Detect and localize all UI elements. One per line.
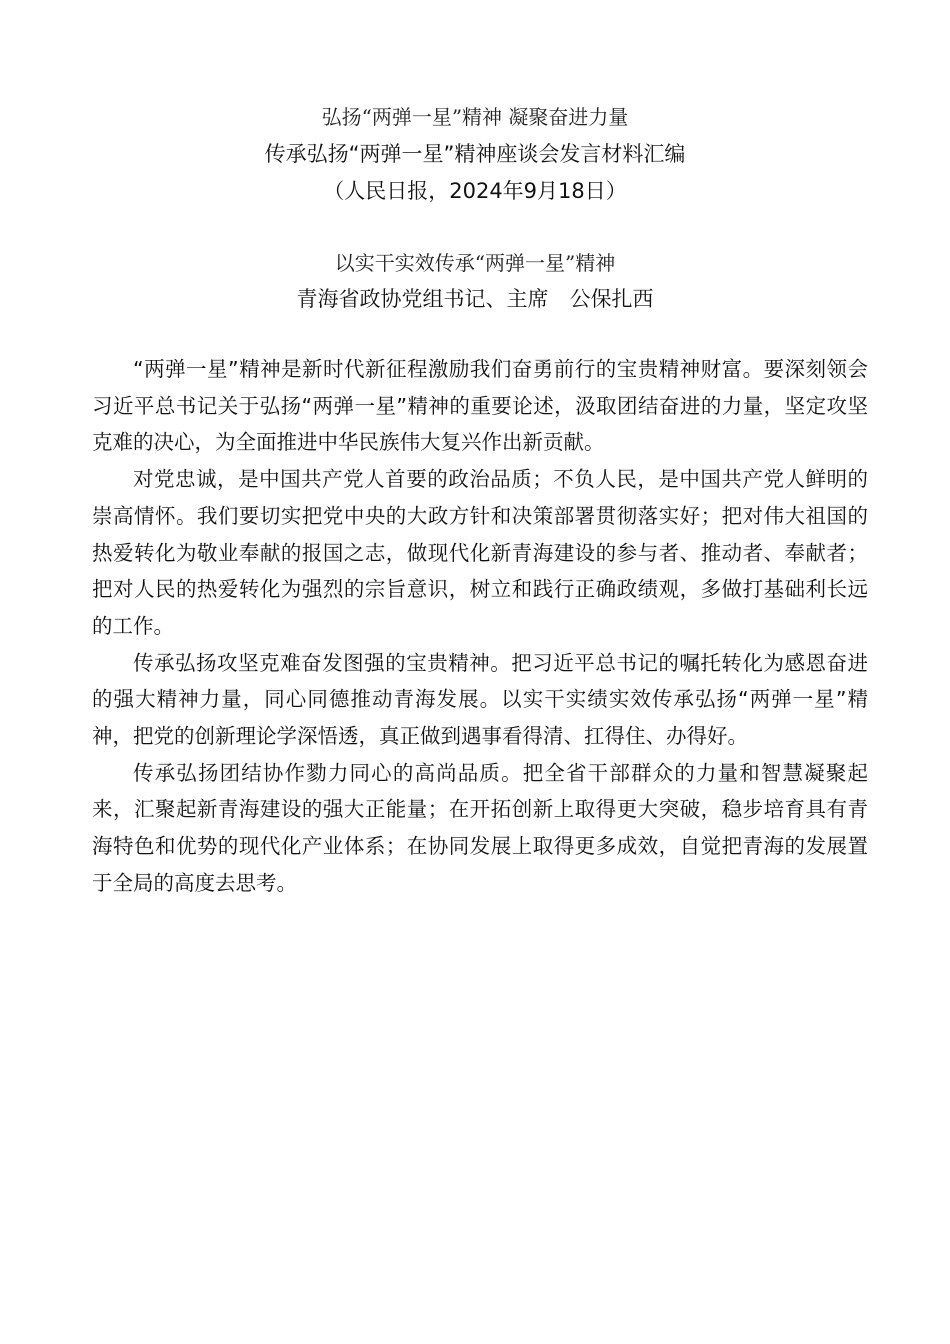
series-title: 弘扬“两弹一星”精神 凝聚奋进力量: [321, 105, 629, 129]
source-line: （人民日报，2024年9月18日）: [323, 179, 627, 203]
paragraph: 对党忠诚，是中国共产党人首要的政治品质；不负人民，是中国共产党人鲜明的崇高情怀。我们要切实把党中央的大政方针和决策部署贯彻落实好；把对伟大祖国的热爱转化为敬业奉献的报国之志，做现代化新青海建设的参与者、推动者、奉献者；把对人民的热爱转化为强烈的宗旨意识，树立和践行正确政绩观，多做打基础利长远的工作。: [92, 467, 868, 638]
article-author: 青海省政协党组书记、主席 公保扎西: [296, 287, 654, 311]
paragraph: 传承弘扬攻坚克难奋发图强的宝贵精神。把习近平总书记的嘱托转化为感恩奋进的强大精神力量，同心同德推动青海发展。以实干实绩实效传承弘扬“两弹一星”精神，把党的创新理论学深悟透，真正做到遇事看得清、扛得住、办得好。: [92, 650, 868, 749]
article-title: 以实干实效传承“两弹一星”精神: [334, 251, 616, 275]
paragraph: “两弹一星”精神是新时代新征程激励我们奋勇前行的宝贵精神财富。要深刻领会习近平总书记关于弘扬“两弹一星”精神的重要论述，汲取团结奋进的力量，坚定攻坚克难的决心，为全面推进中华民族伟大复兴作出新贡献。: [92, 357, 868, 455]
compilation-title: 传承弘扬“两弹一星”精神座谈会发言材料汇编: [264, 142, 686, 166]
article-body: [92, 351, 868, 902]
paragraph: 传承弘扬团结协作勠力同心的高尚品质。把全省干部群众的力量和智慧凝聚起来，汇聚起新青海建设的强大正能量；在开拓创新上取得更大突破，稳步培育具有青海特色和优势的现代化产业体系；在协同发展上取得更多成效，自觉把青海的发展置于全局的高度去思考。: [92, 760, 868, 895]
